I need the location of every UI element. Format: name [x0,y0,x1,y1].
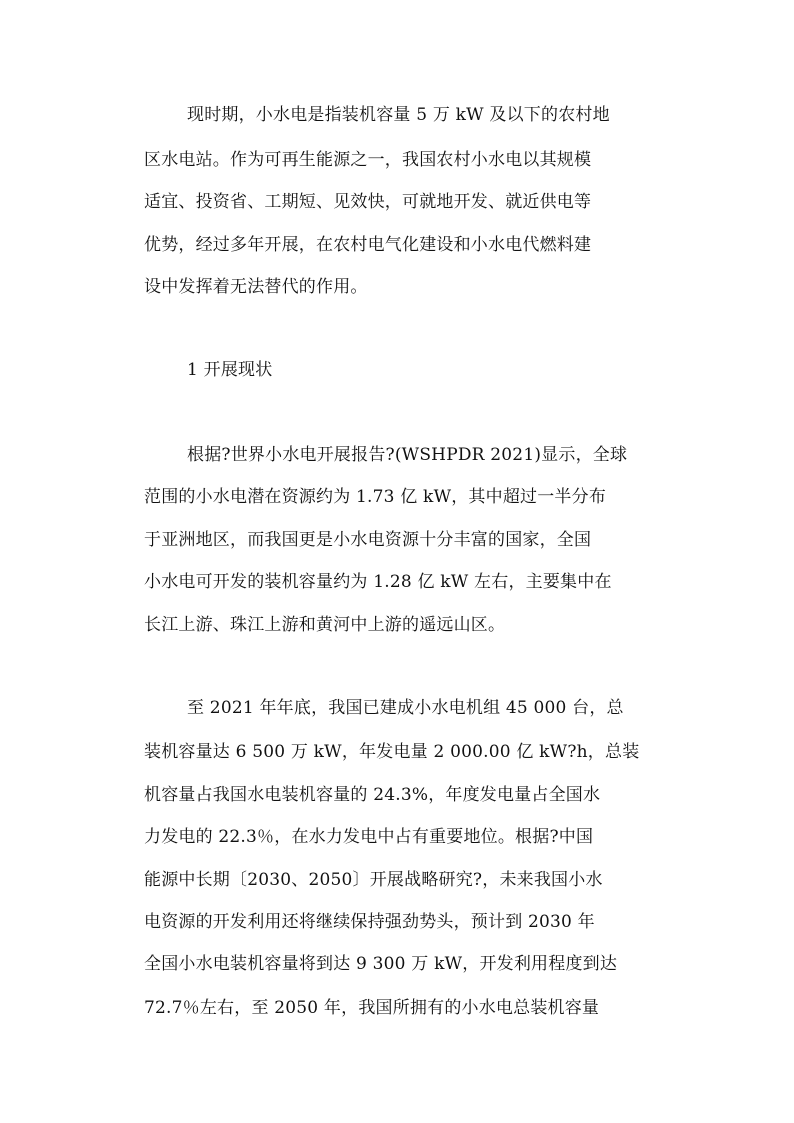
paragraph-1-line-2: 区水电站。作为可再生能源之一，我国农村小水电以其规模 [144,150,592,170]
paragraph-2-line-2: 范围的小水电潜在资源约为 1.73 亿 kW，其中超过一半分布 [144,487,607,507]
paragraph-3-line-3: 机容量占我国水电装机容量的 24.3%，年度发电量占全国水 [144,785,601,805]
paragraph-1-line-1: 现时期，小水电是指装机容量 5 万 kW 及以下的农村地 [187,105,610,125]
paragraph-3-line-1: 至 2021 年年底，我国已建成小水电机组 45 000 台，总 [187,698,624,718]
paragraph-3-line-5: 能源中长期〔2030、2050〕开展战略研究?，未来我国小水 [144,870,603,890]
paragraph-3-line-6: 电资源的开发利用还将继续保持强劲势头，预计到 2030 年 [144,912,595,932]
paragraph-3-line-4: 力发电的 22.3％，在水力发电中占有重要地位。根据?中国 [144,827,594,847]
paragraph-2-line-1: 根据?世界小水电开展报告?(WSHPDR 2021)显示，全球 [187,445,628,465]
paragraph-2-line-4: 小水电可开发的装机容量约为 1.28 亿 kW 左右，主要集中在 [144,572,612,592]
section-heading: 1 开展现状 [187,360,273,380]
paragraph-1-line-3: 适宜、投资省、工期短、见效快，可就地开发、就近供电等 [144,192,592,212]
paragraph-2-line-3: 于亚洲地区，而我国更是小水电资源十分丰富的国家，全国 [144,530,592,550]
paragraph-1-line-4: 优势，经过多年开展，在农村电气化建设和小水电代燃料建 [144,235,592,255]
paragraph-3-line-8: 72.7％左右，至 2050 年，我国所拥有的小水电总装机容量 [144,998,600,1018]
paragraph-2-line-5: 长江上游、珠江上游和黄河中上游的遥远山区。 [144,615,506,635]
paragraph-1-line-5: 设中发挥着无法替代的作用。 [144,277,368,297]
paragraph-3-line-2: 装机容量达 6 500 万 kW，年发电量 2 000.00 亿 kW?h，总装 [144,742,640,762]
paragraph-3-line-7: 全国小水电装机容量将到达 9 300 万 kW，开发利用程度到达 [144,954,618,974]
